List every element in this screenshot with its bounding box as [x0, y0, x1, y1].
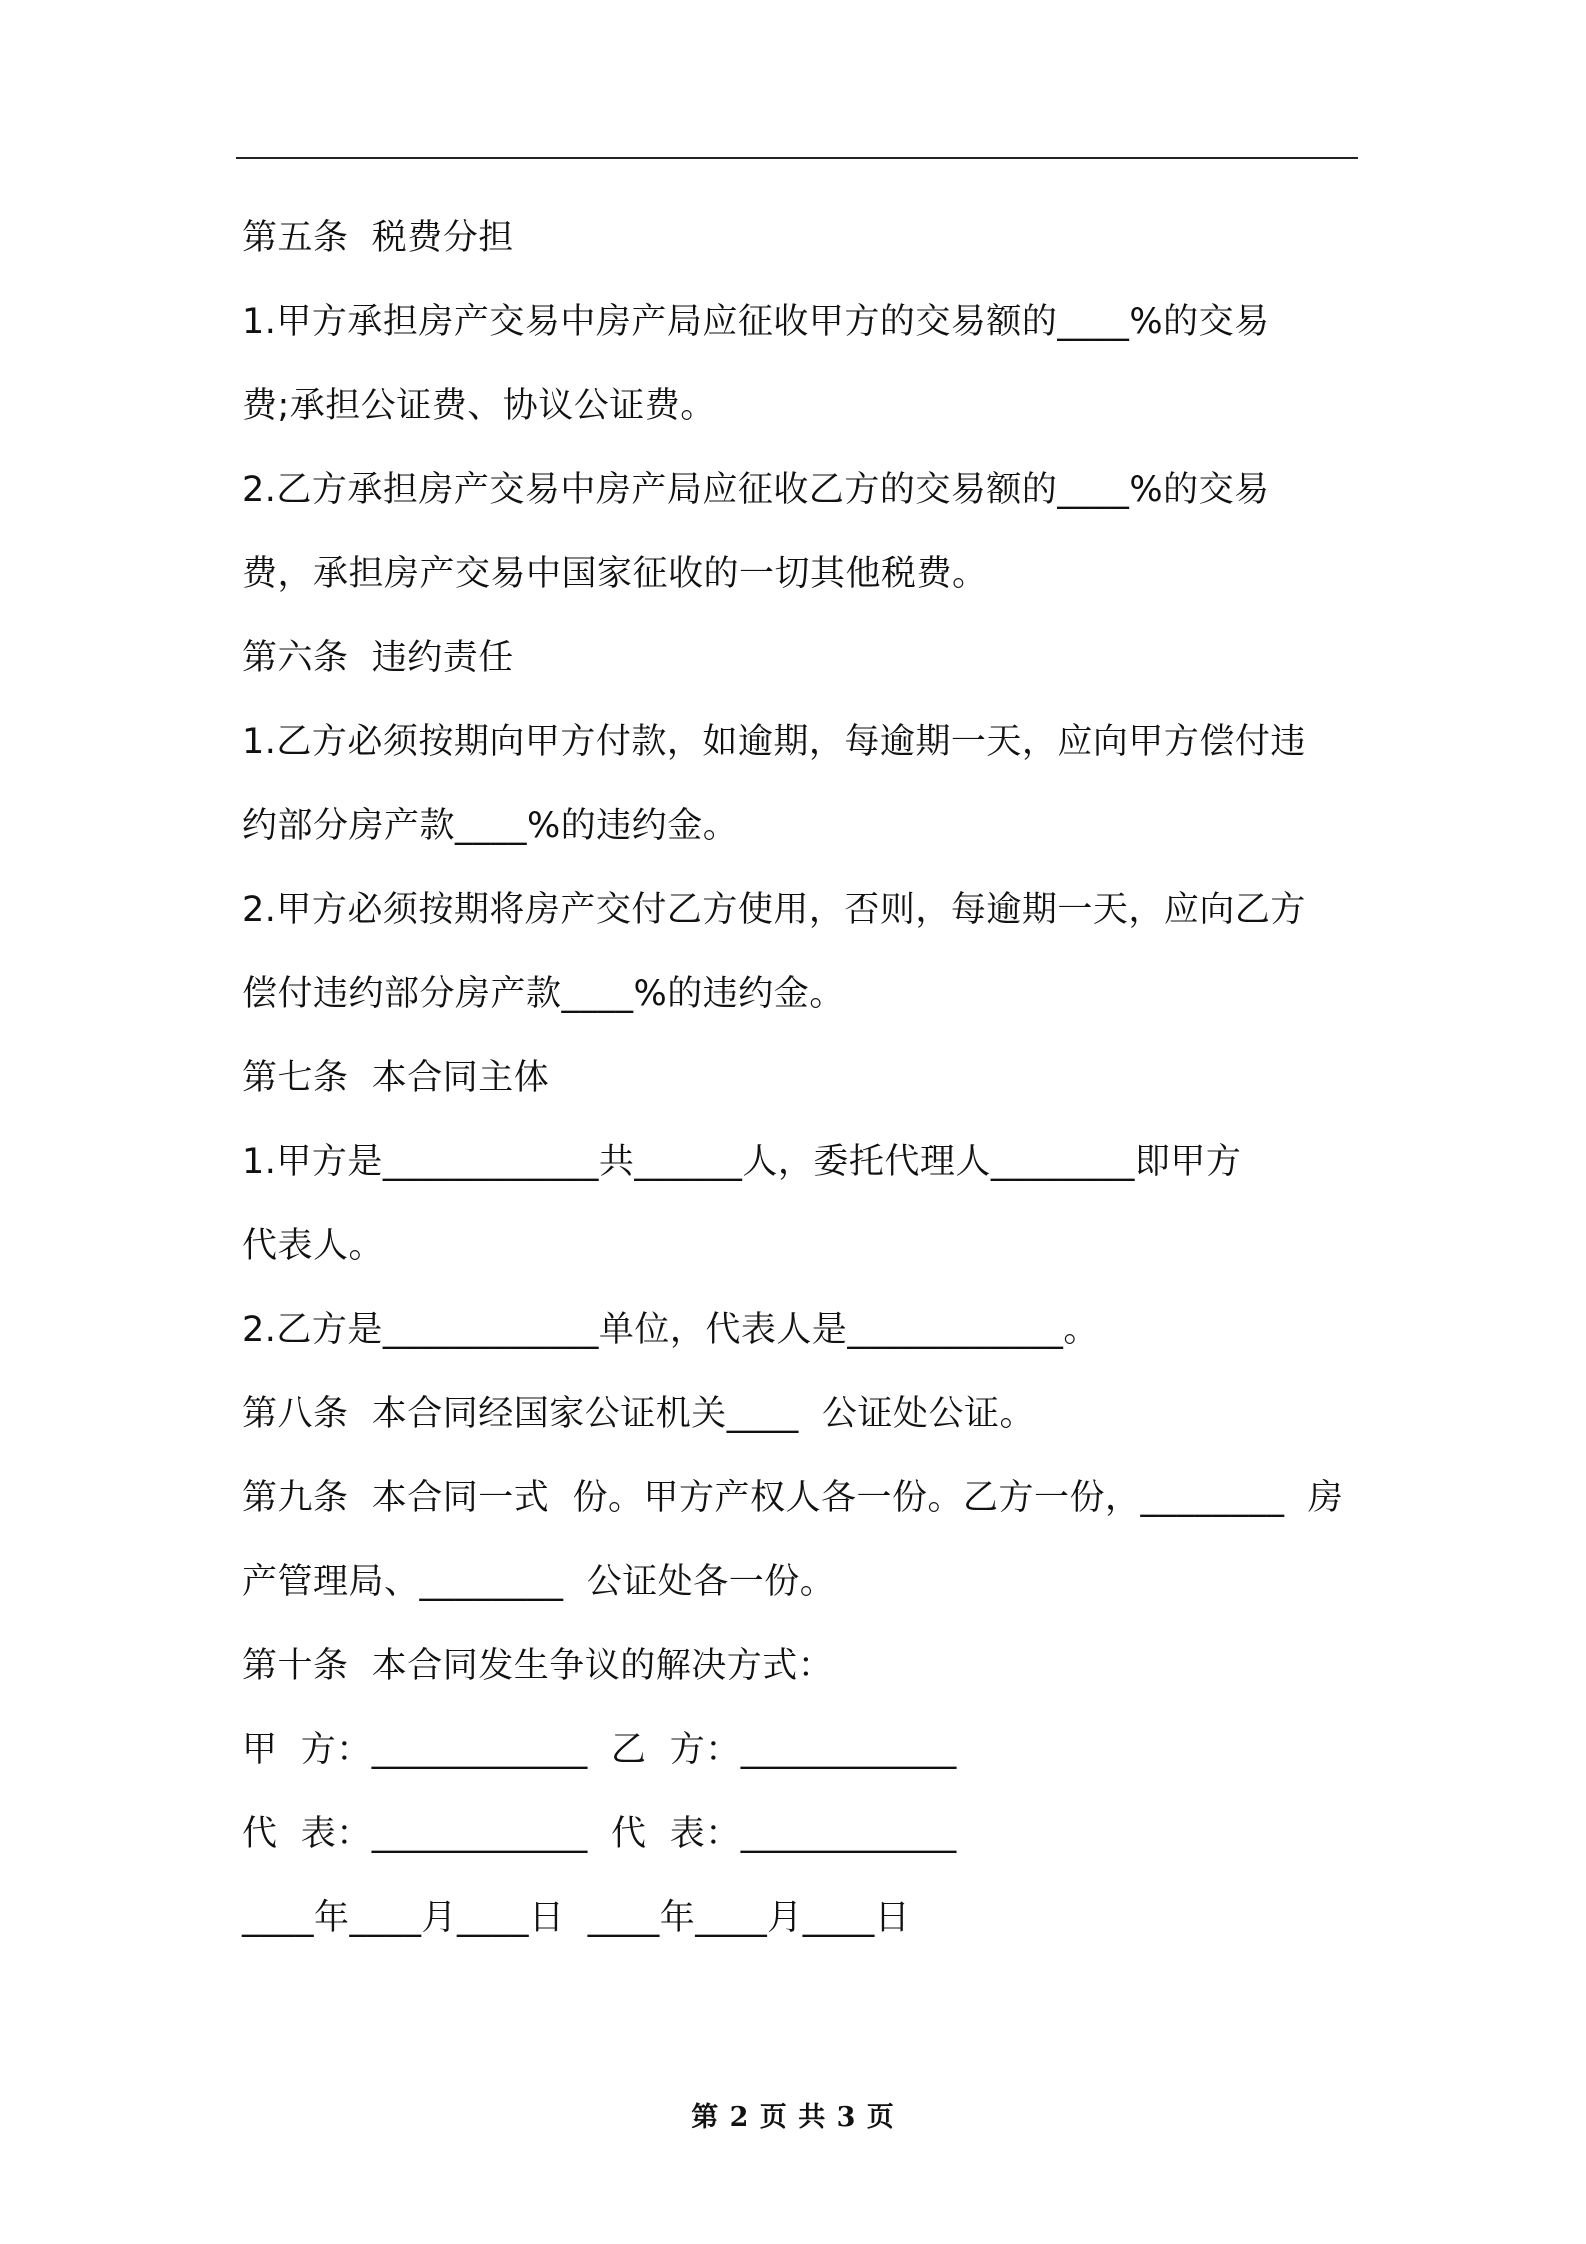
signature-parties: 甲 方：____________ 乙 方：____________	[242, 1730, 957, 1770]
article-6-clause-1-cont: 约部分房产款____%的违约金。	[242, 806, 739, 846]
header-rule	[236, 157, 1358, 159]
article-6-heading: 第六条 违约责任	[242, 638, 514, 678]
article-7-clause-2: 2.乙方是____________单位，代表人是____________。	[242, 1310, 1099, 1350]
article-5-clause-1: 1.甲方承担房产交易中房产局应征收甲方的交易额的____%的交易	[242, 302, 1270, 342]
signature-representatives: 代 表：____________ 代 表：____________	[242, 1814, 957, 1854]
article-9-cont: 产管理局、________ 公证处各一份。	[242, 1562, 836, 1602]
article-10: 第十条 本合同发生争议的解决方式：	[242, 1646, 834, 1686]
article-7-clause-1: 1.甲方是____________共______人，委托代理人________即甲方	[242, 1142, 1242, 1182]
document-body	[242, 196, 1358, 1960]
signature-dates: ____年____月____日 ____年____月____日	[242, 1898, 911, 1938]
article-6-clause-2: 2.甲方必须按期将房产交付乙方使用，否则，每逾期一天，应向乙方	[242, 890, 1306, 930]
article-5-heading: 第五条 税费分担	[242, 218, 514, 258]
article-6-clause-1: 1.乙方必须按期向甲方付款，如逾期，每逾期一天，应向甲方偿付违	[242, 722, 1306, 762]
article-7-heading: 第七条 本合同主体	[242, 1058, 550, 1098]
article-5-clause-1-cont: 费;承担公证费、协议公证费。	[242, 386, 716, 426]
article-7-clause-1-cont: 代表人。	[242, 1226, 385, 1266]
article-9: 第九条 本合同一式 份。甲方产权人各一份。乙方一份，________ 房	[242, 1478, 1344, 1518]
page-number: 第 2 页 共 3 页	[691, 2102, 895, 2133]
article-5-clause-2: 2.乙方承担房产交易中房产局应征收乙方的交易额的____%的交易	[242, 470, 1270, 510]
article-6-clause-2-cont: 偿付违约部分房产款____%的违约金。	[242, 974, 845, 1014]
article-5-clause-2-cont: 费，承担房产交易中国家征收的一切其他税费。	[242, 554, 988, 594]
article-8: 第八条 本合同经国家公证机关____ 公证处公证。	[242, 1394, 1036, 1434]
